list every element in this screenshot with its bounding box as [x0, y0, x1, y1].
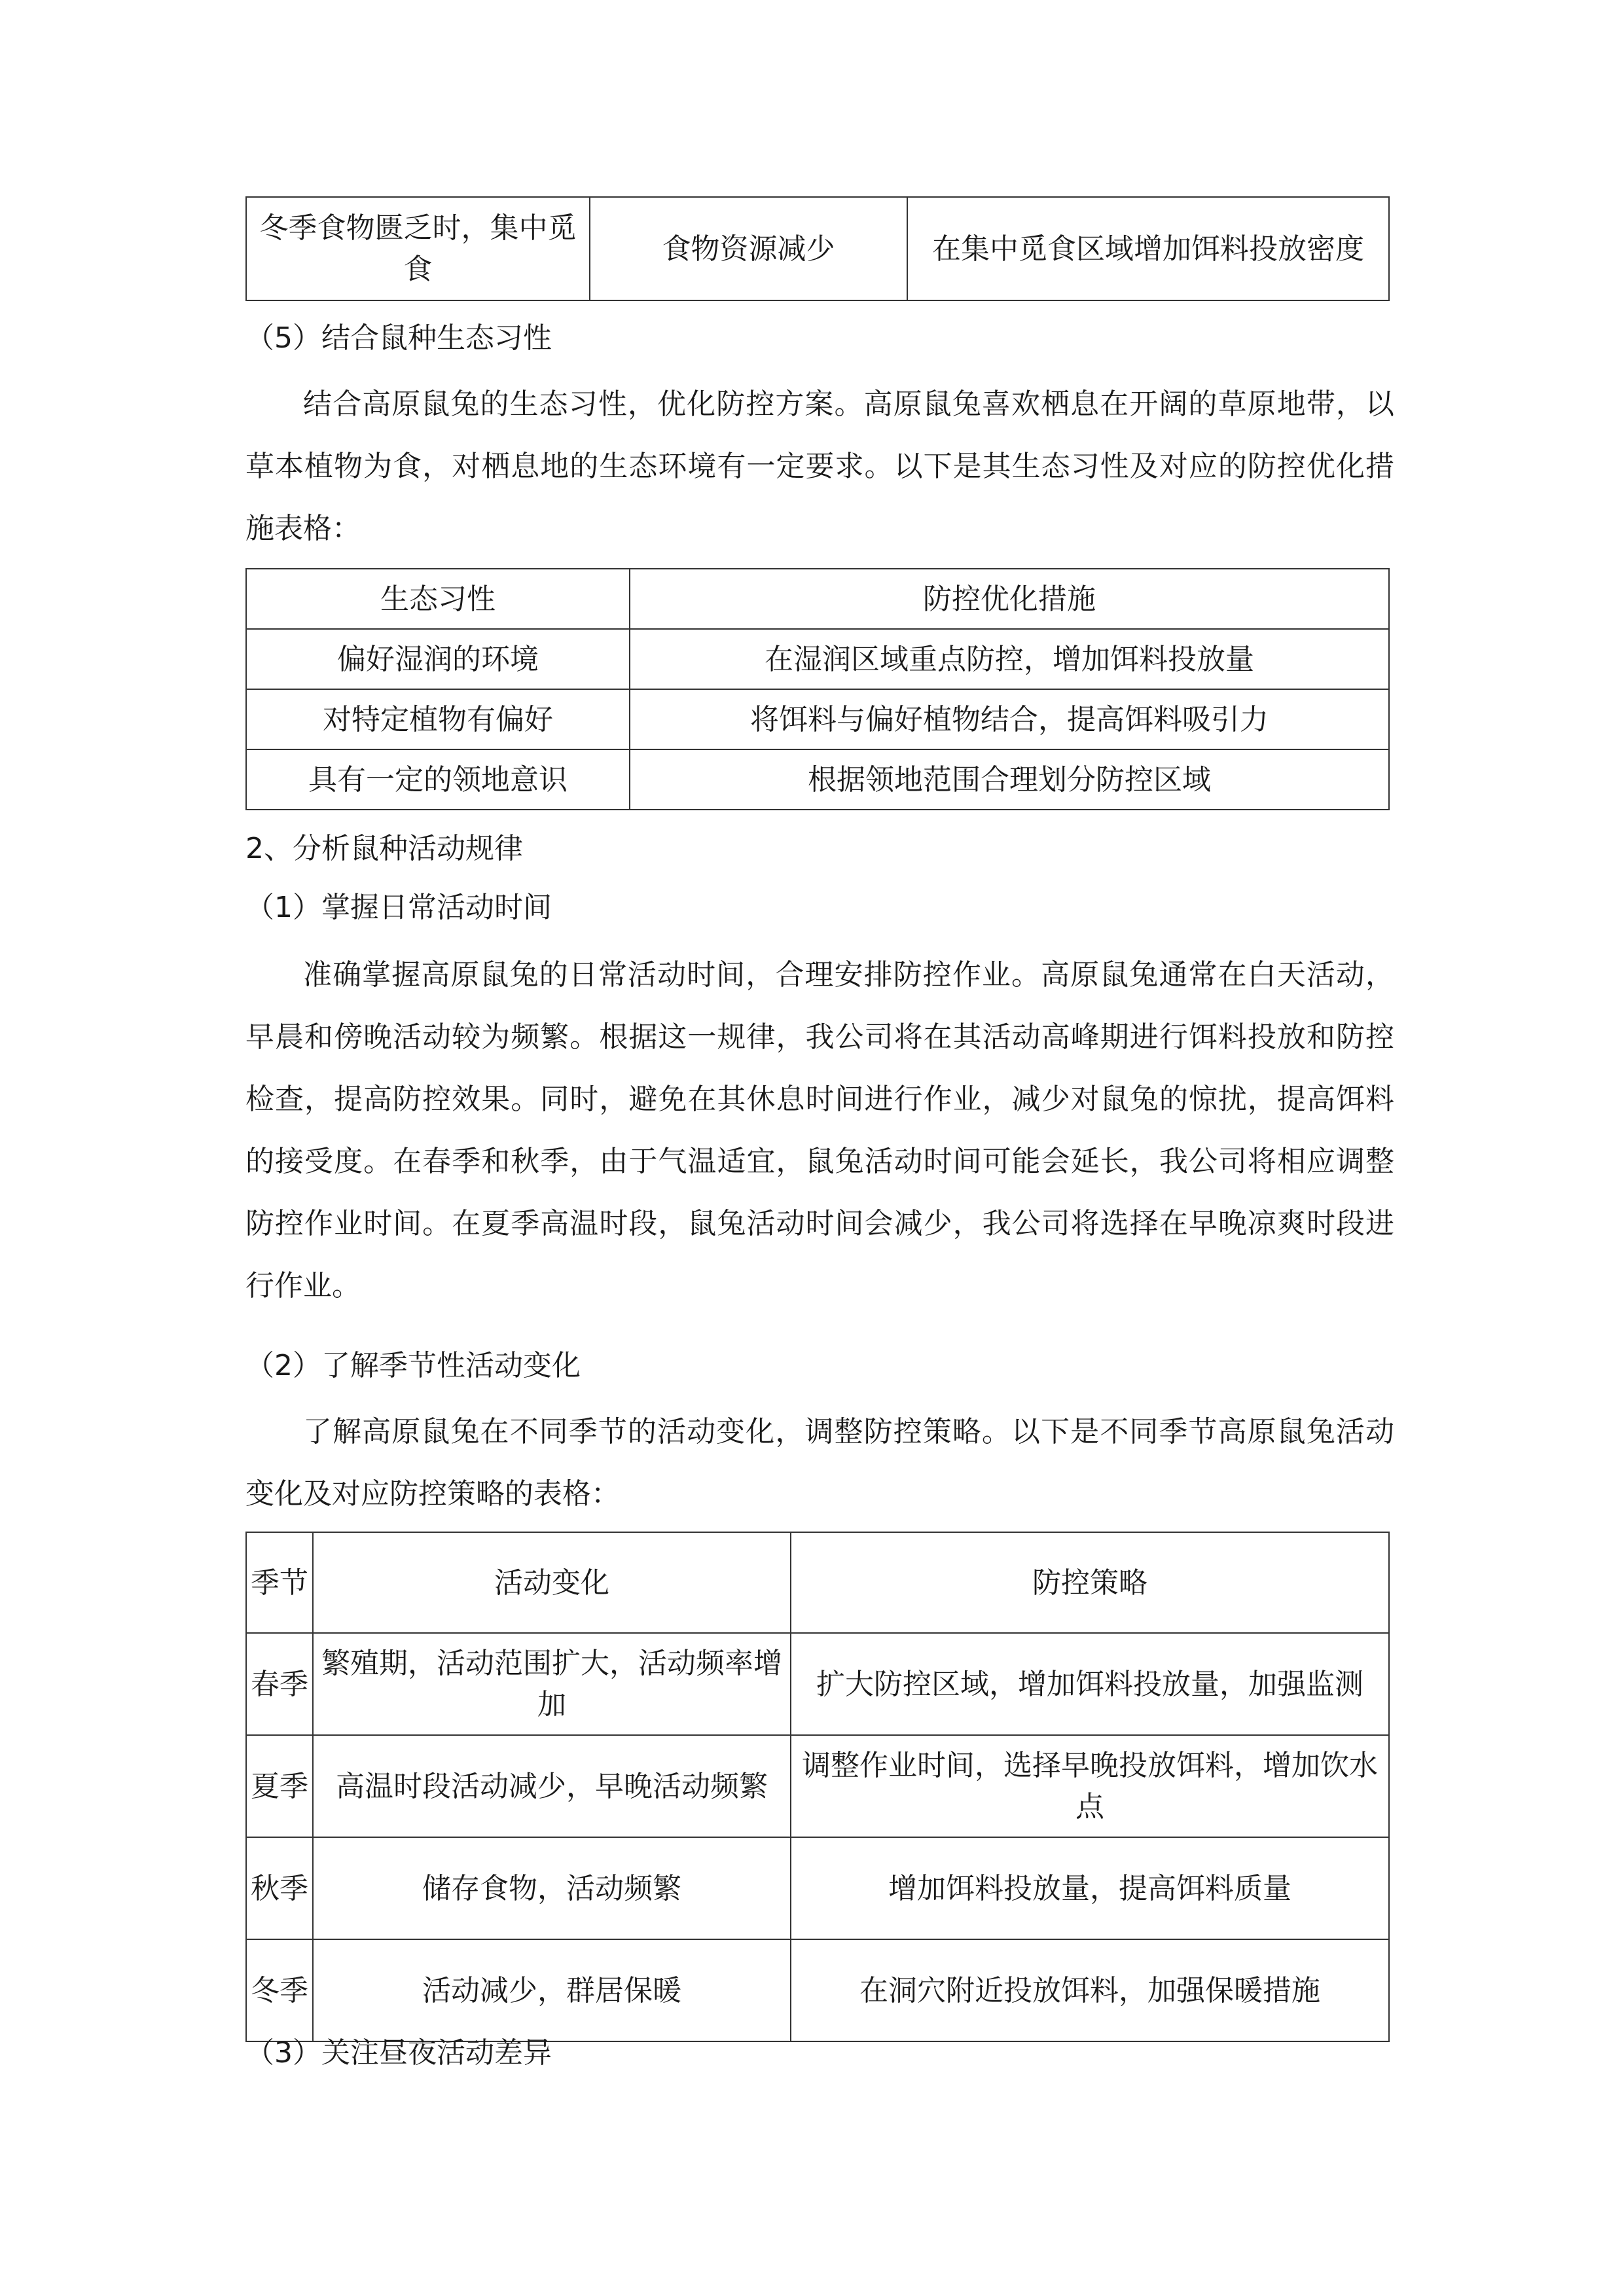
seasons-table	[245, 1532, 1390, 2042]
section-heading: 2、分析鼠种活动规律	[245, 832, 523, 865]
section-heading: （1）掌握日常活动时间	[245, 891, 552, 924]
table-cell: 扩大防控区域，增加饵料投放量，加强监测	[791, 1633, 1389, 1735]
table-row	[246, 629, 1389, 689]
table-cell: 秋季	[246, 1837, 313, 1939]
table-cell: 在洞穴附近投放饵料，加强保暖措施	[791, 1939, 1389, 2041]
table-row	[246, 1735, 1389, 1837]
section-heading: （3）关注昼夜活动差异	[245, 2036, 552, 2070]
table-cell: 偏好湿润的环境	[246, 629, 630, 689]
table-cell: 冬季	[246, 1939, 313, 2041]
table-cell: 增加饵料投放量，提高饵料质量	[791, 1837, 1389, 1939]
body-paragraph: 了解高原鼠兔在不同季节的活动变化，调整防控策略。以下是不同季节高原鼠兔活动变化及对应防控策略的表格：	[245, 1415, 1394, 1511]
table-cell: 根据领地范围合理划分防控区域	[630, 749, 1389, 810]
table-cell: 活动减少，群居保暖	[313, 1939, 791, 2041]
table-row	[246, 197, 1389, 300]
ecology-table	[245, 568, 1390, 810]
table-row	[246, 749, 1389, 810]
column-header: 活动变化	[313, 1532, 791, 1633]
body-paragraph: 准确掌握高原鼠兔的日常活动时间，合理安排防控作业。高原鼠兔通常在白天活动，早晨和傍晚活动较为频繁。根据这一规律，我公司将在其活动高峰期进行饵料投放和防控检查，提高防控效果。同时，避免在其休息时间进行作业，减少对鼠兔的惊扰，提高饵料的接受度。在春季和秋季，由于气温适宜，鼠兔活动时间可能会延长，我公司将相应调整防控作业时间。在夏季高温时段，鼠兔活动时间会减少，我公司将选择在早晚凉爽时段进行作业。	[245, 958, 1394, 1302]
column-header: 生态习性	[246, 569, 630, 629]
section-heading: （2）了解季节性活动变化	[245, 1349, 581, 1382]
table-cell: 储存食物，活动频繁	[313, 1837, 791, 1939]
column-header: 防控优化措施	[630, 569, 1389, 629]
table-cell: 食物资源减少	[590, 197, 907, 300]
table-cell: 夏季	[246, 1735, 313, 1837]
body-paragraph: 结合高原鼠兔的生态习性，优化防控方案。高原鼠兔喜欢栖息在开阔的草原地带，以草本植物为食，对栖息地的生态环境有一定要求。以下是其生态习性及对应的防控优化措施表格：	[245, 387, 1394, 545]
table-header-row	[246, 569, 1389, 629]
table-cell: 繁殖期，活动范围扩大，活动频率增加	[313, 1633, 791, 1735]
column-header: 防控策略	[791, 1532, 1389, 1633]
table-cell: 春季	[246, 1633, 313, 1735]
table-cell: 对特定植物有偏好	[246, 689, 630, 749]
table-cell: 冬季食物匮乏时，集中觅食	[246, 197, 590, 300]
table-row	[246, 689, 1389, 749]
table-cell: 在集中觅食区域增加饵料投放密度	[907, 197, 1389, 300]
table-cell: 具有一定的领地意识	[246, 749, 630, 810]
table-row	[246, 1939, 1389, 2041]
table-cell: 将饵料与偏好植物结合，提高饵料吸引力	[630, 689, 1389, 749]
section-heading: （5）结合鼠种生态习性	[245, 321, 552, 355]
table-cell: 调整作业时间，选择早晚投放饵料，增加饮水点	[791, 1735, 1389, 1837]
table-header-row	[246, 1532, 1389, 1633]
continued-table	[245, 196, 1390, 301]
column-header: 季节	[246, 1532, 313, 1633]
table-cell: 在湿润区域重点防控，增加饵料投放量	[630, 629, 1389, 689]
table-row	[246, 1633, 1389, 1735]
table-cell: 高温时段活动减少，早晚活动频繁	[313, 1735, 791, 1837]
table-row	[246, 1837, 1389, 1939]
